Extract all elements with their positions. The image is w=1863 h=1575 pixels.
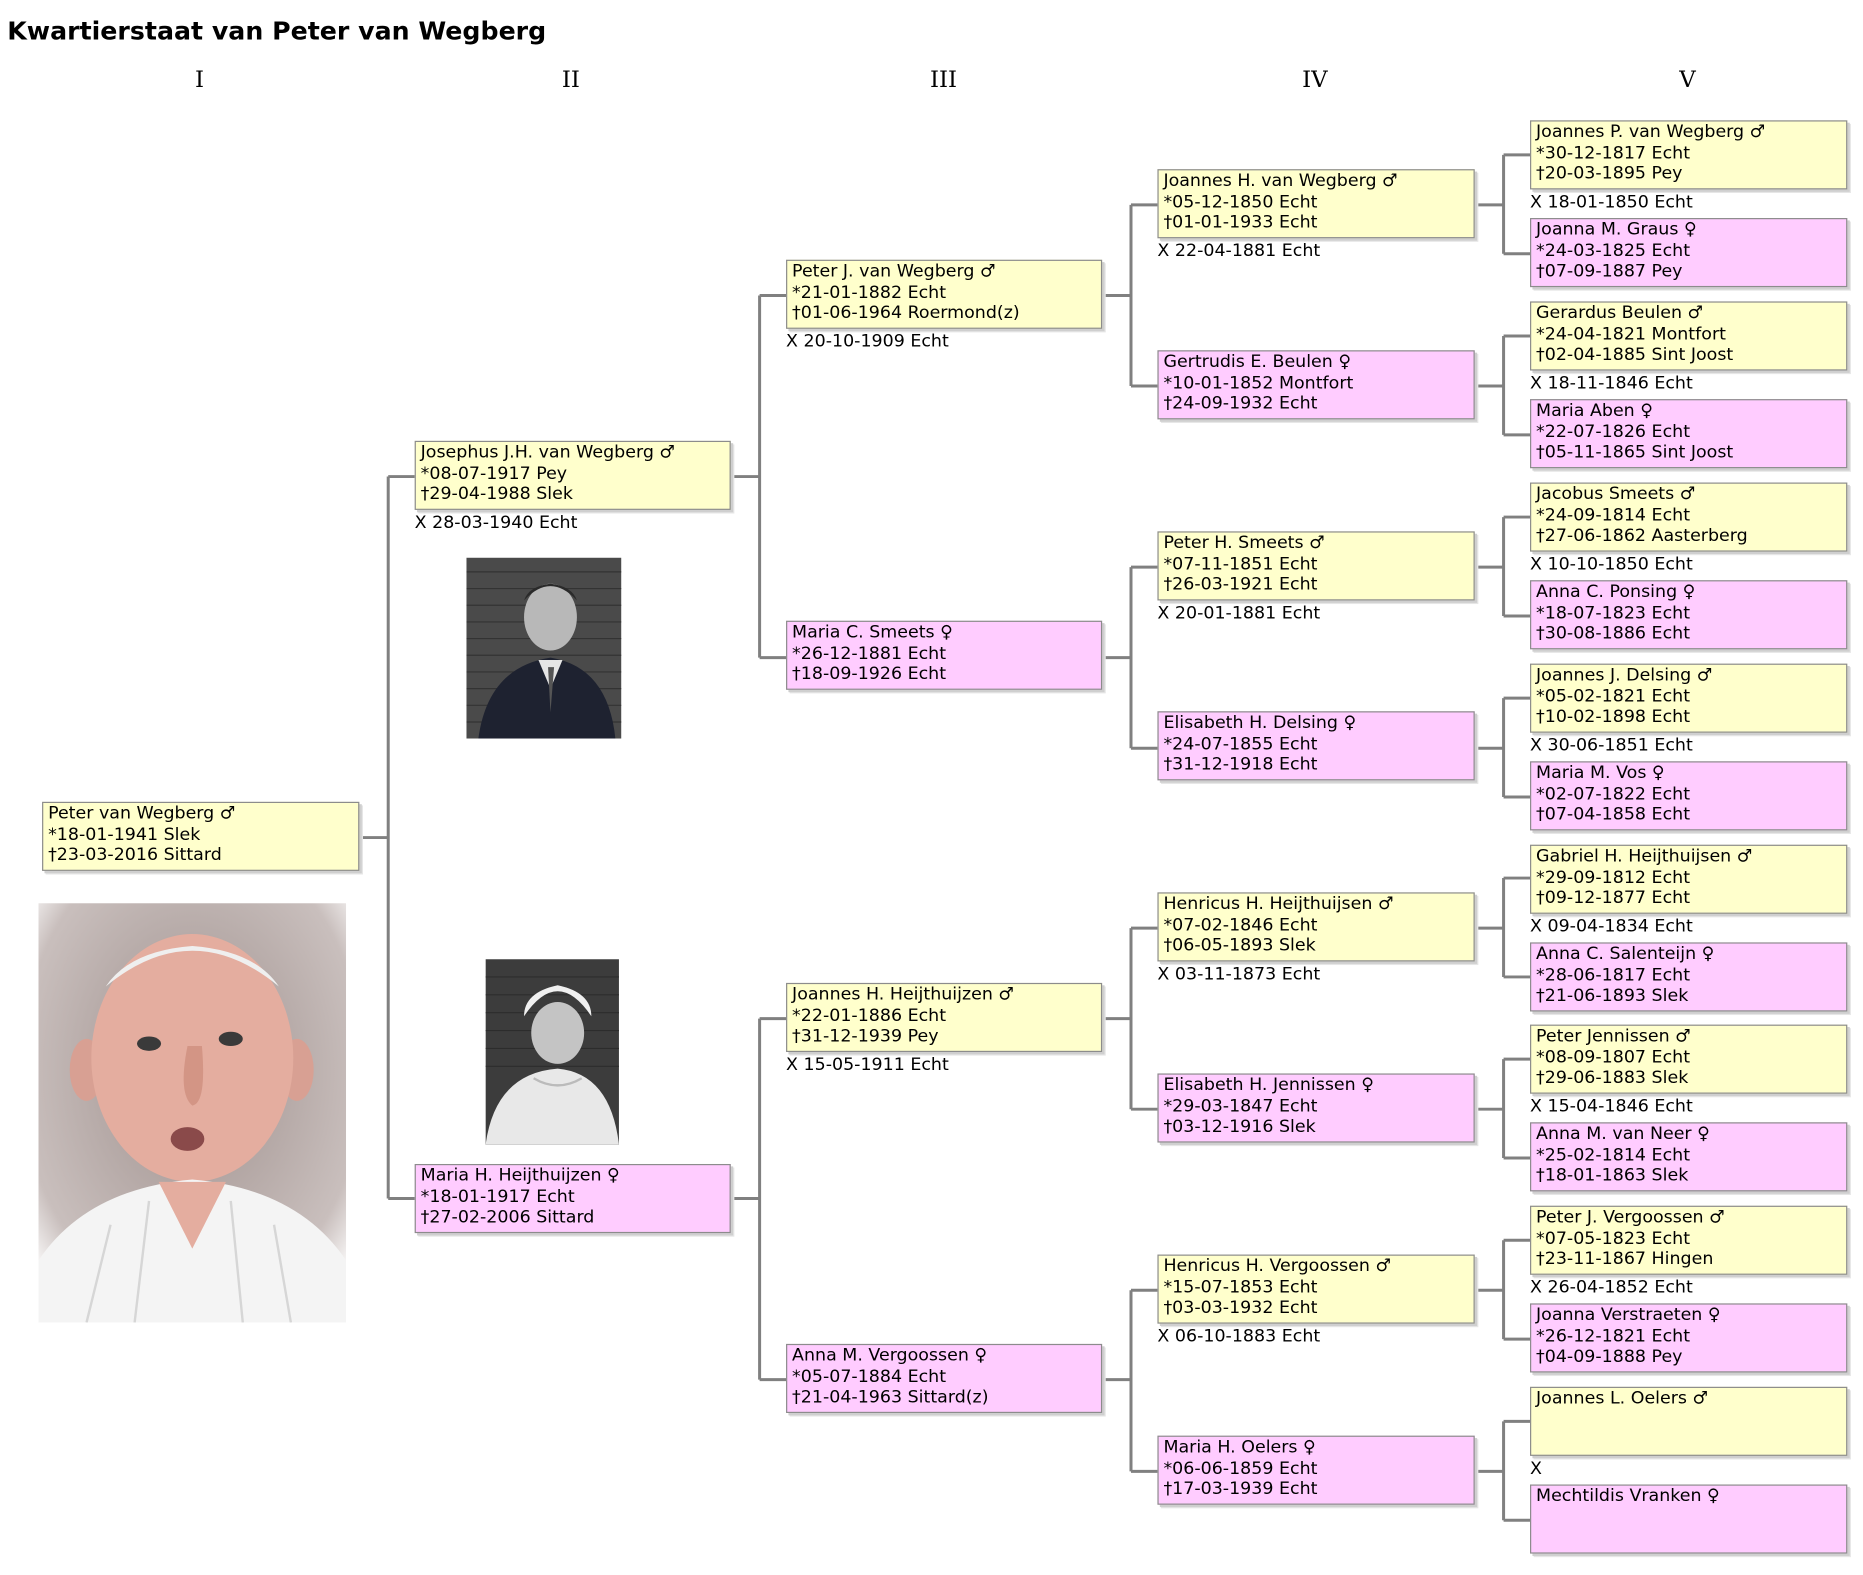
person-box-p29[interactable]: [1530, 1303, 1847, 1372]
person-death: †09-12-1877 Echt: [1536, 888, 1691, 908]
generation-label-5: V: [1679, 66, 1696, 93]
person-death: †30-08-1886 Echt: [1536, 624, 1691, 644]
person-name: Josephus J.H. van Wegberg ♂: [420, 443, 676, 463]
person-box-p11[interactable]: [1157, 711, 1474, 780]
marriage-info-p22: X 30-06-1851 Echt: [1530, 736, 1693, 756]
marriage-info-p26: X 15-04-1846 Echt: [1530, 1097, 1693, 1117]
person-box-p3[interactable]: [415, 1164, 731, 1233]
person-box-p10[interactable]: [1157, 531, 1474, 600]
person-death: †06-05-1893 Slek: [1163, 936, 1316, 956]
person-death: †17-03-1939 Echt: [1163, 1479, 1318, 1499]
person-name: Joanna M. Graus ♀: [1536, 220, 1697, 240]
person-death: †02-04-1885 Sint Joost: [1536, 345, 1734, 365]
marriage-info-p16: X 18-01-1850 Echt: [1530, 193, 1693, 213]
marriage-info-p20: X 10-10-1850 Echt: [1530, 555, 1693, 575]
marriage-info-p4: X 20-10-1909 Echt: [786, 332, 949, 352]
person-name: Elisabeth H. Delsing ♀: [1163, 713, 1357, 733]
marriage-info-p8: X 22-04-1881 Echt: [1157, 241, 1321, 261]
person-name: Joannes H. Heijthuijzen ♂: [792, 985, 1015, 1005]
person-name: Gerardus Beulen ♂: [1536, 303, 1704, 323]
person-name: Maria M. Vos ♀: [1536, 763, 1665, 783]
person-birth: *05-07-1884 Echt: [792, 1367, 947, 1387]
person-box-p6[interactable]: [786, 983, 1102, 1052]
person-box-p16[interactable]: [1530, 120, 1847, 189]
person-name: Jacobus Smeets ♂: [1536, 484, 1696, 504]
person-name: Joannes L. Oelers ♂: [1536, 1389, 1709, 1409]
person-name: Anna M. Vergoossen ♀: [792, 1346, 988, 1366]
person-birth: *24-03-1825 Echt: [1536, 241, 1691, 261]
person-name: Mechtildis Vranken ♀: [1536, 1486, 1720, 1506]
person-name: Peter J. van Wegberg ♂: [792, 262, 996, 282]
person-birth: *07-05-1823 Echt: [1536, 1228, 1691, 1248]
marriage-info-p10: X 20-01-1881 Echt: [1157, 604, 1321, 624]
person-death: †23-11-1867 Hingen: [1536, 1249, 1714, 1269]
person-birth: *26-12-1821 Echt: [1536, 1326, 1691, 1346]
person-box-p13[interactable]: [1157, 1073, 1474, 1142]
person-name: Henricus H. Heijthuijsen ♂: [1163, 894, 1394, 914]
person-birth: *25-02-1814 Echt: [1536, 1145, 1691, 1165]
person-death: †20-03-1895 Pey: [1536, 164, 1683, 184]
person-death: †01-01-1933 Echt: [1163, 213, 1318, 233]
person-death: †07-04-1858 Echt: [1536, 805, 1691, 825]
person-box-p8[interactable]: [1157, 169, 1474, 238]
portrait-woman-hat: [486, 959, 619, 1145]
person-birth: *08-09-1807 Echt: [1536, 1047, 1691, 1067]
portrait-man-suit: [466, 558, 621, 739]
person-birth: *02-07-1822 Echt: [1536, 784, 1691, 804]
person-box-p23[interactable]: [1530, 761, 1847, 830]
person-death: †03-03-1932 Echt: [1163, 1298, 1318, 1318]
person-box-p26[interactable]: [1530, 1025, 1847, 1094]
photo-josephus-van-wegberg: [466, 558, 621, 739]
person-box-p24[interactable]: [1530, 845, 1847, 914]
person-box-p20[interactable]: [1530, 483, 1847, 552]
person-death: †18-09-1926 Echt: [792, 664, 947, 684]
person-box-p28[interactable]: [1530, 1206, 1847, 1275]
person-birth: *10-01-1852 Montfort: [1163, 373, 1354, 393]
marriage-info-p24: X 09-04-1834 Echt: [1530, 917, 1693, 937]
person-death: †07-09-1887 Pey: [1536, 262, 1683, 282]
person-birth: *08-07-1917 Pey: [420, 464, 568, 484]
generation-label-1: I: [194, 66, 205, 93]
person-name: Peter J. Vergoossen ♂: [1536, 1208, 1725, 1228]
person-birth: *07-11-1851 Echt: [1163, 554, 1318, 574]
person-birth: *15-07-1853 Echt: [1163, 1277, 1318, 1297]
person-birth: *24-04-1821 Montfort: [1536, 324, 1726, 344]
person-box-p31[interactable]: [1530, 1484, 1847, 1553]
person-box-p1[interactable]: [42, 802, 359, 871]
person-birth: *18-01-1917 Echt: [420, 1187, 575, 1207]
person-death: †29-06-1883 Slek: [1536, 1068, 1689, 1088]
person-death: †31-12-1939 Pey: [792, 1026, 939, 1047]
person-name: Peter Jennissen ♂: [1536, 1026, 1691, 1047]
person-death: †21-04-1963 Sittard(z): [792, 1387, 989, 1408]
person-name: Joannes J. Delsing ♂: [1536, 665, 1713, 686]
person-box-p5[interactable]: [786, 621, 1102, 690]
generation-label-2: II: [561, 66, 580, 93]
person-birth: *21-01-1882 Echt: [792, 282, 947, 303]
person-death: †04-09-1888 Pey: [1536, 1347, 1683, 1367]
person-box-p19[interactable]: [1530, 399, 1847, 468]
person-name: Gertrudis E. Beulen ♀: [1163, 352, 1352, 372]
person-name: Anna M. van Neer ♀: [1536, 1124, 1710, 1144]
person-death: †01-06-1964 Roermond(z): [792, 303, 1020, 323]
person-birth: *06-06-1859 Echt: [1163, 1458, 1318, 1478]
person-birth: *05-02-1821 Echt: [1536, 686, 1691, 706]
marriage-info-p2: X 28-03-1940 Echt: [414, 513, 578, 533]
person-death: †27-06-1862 Aasterberg: [1536, 526, 1748, 546]
page-title: Kwartierstaat van Peter van Wegberg: [7, 16, 547, 46]
person-name: Maria H. Oelers ♀: [1163, 1438, 1316, 1458]
person-box-p12[interactable]: [1157, 892, 1474, 961]
marriage-info-p28: X 26-04-1852 Echt: [1530, 1278, 1693, 1298]
marriage-info-p30: X: [1530, 1459, 1542, 1479]
marriage-info-p18: X 18-11-1846 Echt: [1530, 374, 1693, 394]
person-death: †23-03-2016 Sittard: [48, 845, 222, 865]
person-birth: *18-07-1823 Echt: [1536, 603, 1691, 623]
person-death: †29-04-1988 Slek: [420, 484, 573, 504]
person-box-p27[interactable]: [1530, 1122, 1847, 1191]
person-name: Maria Aben ♀: [1536, 401, 1654, 421]
marriage-info-p12: X 03-11-1873 Echt: [1157, 965, 1321, 985]
person-name: Anna C. Ponsing ♀: [1536, 582, 1696, 602]
person-box-p4[interactable]: [786, 260, 1102, 329]
person-birth: *24-07-1855 Echt: [1163, 734, 1318, 754]
person-birth: *05-12-1850 Echt: [1163, 192, 1318, 212]
person-name: Joannes H. van Wegberg ♂: [1163, 171, 1398, 191]
person-name: Joannes P. van Wegberg ♂: [1536, 122, 1766, 142]
person-death: †26-03-1921 Echt: [1163, 575, 1318, 595]
person-death: †05-11-1865 Sint Joost: [1536, 443, 1734, 463]
marriage-info-p14: X 06-10-1883 Echt: [1157, 1327, 1321, 1347]
person-box-p21[interactable]: [1530, 580, 1847, 649]
person-box-p14[interactable]: [1157, 1255, 1474, 1324]
person-birth: *07-02-1846 Echt: [1163, 915, 1318, 935]
person-name: Maria C. Smeets ♀: [792, 623, 953, 643]
person-name: Maria H. Heijthuijzen ♀: [420, 1166, 620, 1186]
person-birth: *18-01-1941 Slek: [48, 825, 201, 845]
person-death: †31-12-1918 Echt: [1163, 755, 1318, 775]
person-box-p9[interactable]: [1157, 350, 1474, 419]
person-birth: *24-09-1814 Echt: [1536, 505, 1691, 525]
person-death: †18-01-1863 Slek: [1536, 1166, 1689, 1186]
person-box-p15[interactable]: [1157, 1436, 1474, 1505]
person-death: †24-09-1932 Echt: [1163, 394, 1318, 414]
person-box-p22[interactable]: [1530, 664, 1847, 733]
person-box-p18[interactable]: [1530, 301, 1847, 370]
person-birth: *28-06-1817 Echt: [1536, 965, 1691, 985]
person-death: †27-02-2006 Sittard: [420, 1208, 595, 1228]
person-birth: *22-07-1826 Echt: [1536, 422, 1691, 442]
person-death: †03-12-1916 Slek: [1163, 1117, 1316, 1137]
generation-label-4: IV: [1302, 66, 1328, 93]
person-name: Peter H. Smeets ♂: [1163, 533, 1325, 553]
photo-maria-heijthuijzen: [486, 959, 619, 1145]
person-name: Anna C. Salenteijn ♀: [1536, 944, 1715, 964]
person-box-p2[interactable]: [415, 441, 731, 510]
person-birth: *29-03-1847 Echt: [1163, 1096, 1318, 1116]
generation-label-3: III: [929, 66, 958, 93]
person-box-p17[interactable]: [1530, 218, 1847, 287]
person-death: †10-02-1898 Echt: [1536, 707, 1691, 727]
person-birth: *29-09-1812 Echt: [1536, 867, 1691, 887]
marriage-info-p6: X 15-05-1911 Echt: [786, 1055, 949, 1075]
person-box-p30[interactable]: [1530, 1387, 1847, 1456]
person-box-p25[interactable]: [1530, 942, 1847, 1011]
person-death: †21-06-1893 Slek: [1536, 986, 1689, 1006]
person-name: Henricus H. Vergoossen ♂: [1163, 1256, 1392, 1276]
person-name: Elisabeth H. Jennissen ♀: [1163, 1075, 1375, 1095]
person-birth: *30-12-1817 Echt: [1536, 143, 1691, 163]
person-birth: *26-12-1881 Echt: [792, 643, 947, 664]
person-box-p7[interactable]: [786, 1344, 1102, 1413]
photo-peter-van-wegberg: [38, 903, 346, 1322]
person-name: Joanna Verstraeten ♀: [1536, 1305, 1721, 1325]
portrait-old-man: [38, 903, 346, 1322]
person-name: Gabriel H. Heijthuijsen ♂: [1536, 847, 1753, 867]
person-birth: *22-01-1886 Echt: [792, 1006, 947, 1026]
person-name: Peter van Wegberg ♂: [48, 804, 236, 824]
